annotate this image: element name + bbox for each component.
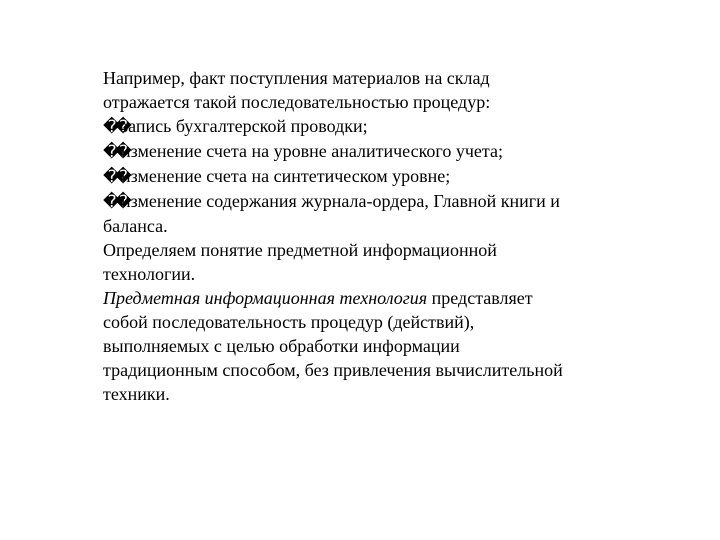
paragraph-3-line-3: выполняемых с целью обработки информации (103, 336, 460, 356)
paragraph-3-line-4: традиционным способом, без привлечения вычислительной (103, 360, 563, 380)
paragraph-2-line-2: технологии. (103, 264, 196, 284)
bullet-item (103, 139, 663, 164)
paragraph-3-line-2: собой последовательность процедур (действий), (103, 312, 475, 332)
bullet-replacement-glyph-icon: �� (103, 117, 126, 137)
definition-text: представляет (427, 288, 533, 308)
bullet-text: изменение счета на синтетическом уровне; (121, 166, 451, 186)
bullet-text: изменение счета на уровне аналитического учета; (121, 141, 503, 161)
bullet-replacement-glyph-icon: �� (103, 142, 126, 162)
bullet-item (103, 164, 663, 189)
bullet-item (103, 189, 663, 214)
definition-term: Предметная информационная технология (103, 288, 428, 308)
bullet-item (103, 114, 663, 139)
bullet-replacement-glyph-icon: �� (103, 167, 126, 187)
paragraph-1-line-1: Например, факт поступления материалов на склад (103, 68, 490, 88)
paragraph-3-line-1 (103, 286, 663, 310)
bullet-text: изменение содержания журнала-ордера, Главной книги и (121, 191, 560, 211)
paragraph-3-line-5: техники. (103, 384, 170, 404)
paragraph-2-line-1: Определяем понятие предметной информационной (103, 240, 497, 260)
bullet-continuation: баланса. (103, 216, 168, 236)
bullet-text: запись бухгалтерской проводки; (121, 116, 368, 136)
body-text (103, 66, 663, 406)
bullet-replacement-glyph-icon: �� (103, 192, 126, 212)
paragraph-1-line-2: отражается такой последовательностью процедур: (103, 92, 491, 112)
